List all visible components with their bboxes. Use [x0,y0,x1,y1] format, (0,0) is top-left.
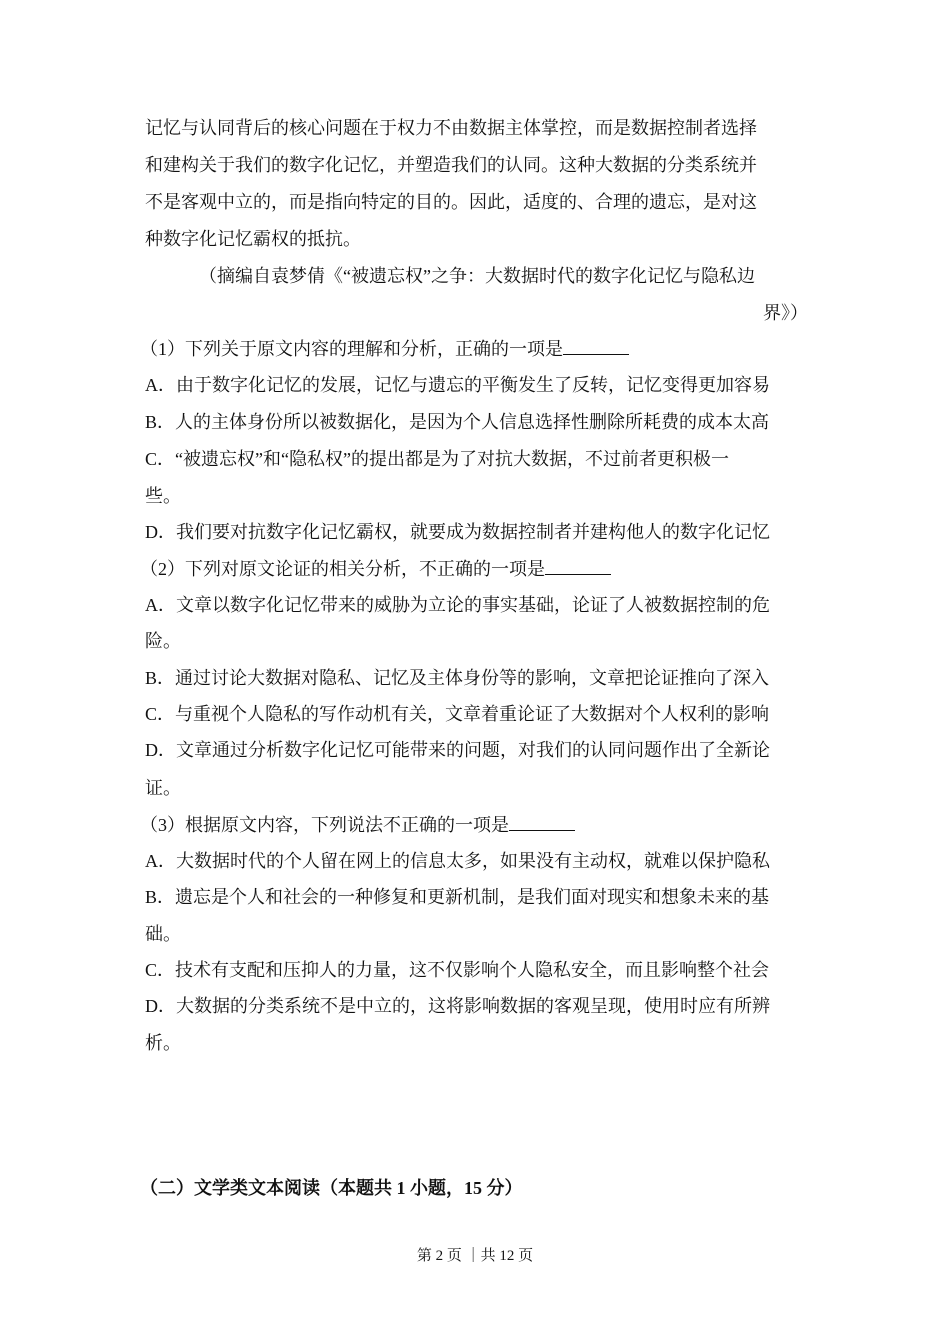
passage-line: 记忆与认同背后的核心问题在于权力不由数据主体掌控，而是数据控制者选择 [145,118,757,138]
option-2d: D．文章通过分析数字化记忆可能带来的问题，对我们的认同问题作出了全新论 [145,740,770,760]
option-1d: D．我们要对抗数字化记忆霸权，就要成为数据控制者并建构他人的数字化记忆 [145,522,770,542]
option-3b: B．遗忘是个人和社会的一种修复和更新机制，是我们面对现实和想象未来的基 [145,887,770,907]
answer-blank [545,558,611,575]
page-footer: 第 2 页 ｜共 12 页 [416,1248,534,1264]
option-2b: B．通过讨论大数据对隐私、记忆及主体身份等的影响，文章把论证推向了深入 [145,668,770,688]
option-1c-cont: 些。 [145,486,181,506]
passage-line: 种数字化记忆霸权的抵抗。 [145,229,361,249]
question-stem-text: （2）下列对原文论证的相关分析，不正确的一项是 [140,559,545,579]
citation-line: 界》） [763,303,808,323]
answer-blank [563,338,629,355]
option-3b-cont: 础。 [145,924,181,944]
question-stem-text: （1）下列关于原文内容的理解和分析，正确的一项是 [140,339,563,359]
option-3d: D．大数据的分类系统不是中立的，这将影响数据的客观呈现，使用时应有所辨 [145,996,770,1016]
section-heading: （二）文学类文本阅读（本题共 1 小题，15 分） [140,1178,523,1198]
passage-line: 不是客观中立的，而是指向特定的目的。因此，适度的、合理的遗忘，是对这 [145,192,757,212]
option-2c: C．与重视个人隐私的写作动机有关，文章着重论证了大数据对个人权利的影响 [145,704,770,724]
option-1b: B．人的主体身份所以被数据化，是因为个人信息选择性删除所耗费的成本太高 [145,412,770,432]
option-1c: C．“被遗忘权”和“隐私权”的提出都是为了对抗大数据，不过前者更积极一 [145,449,729,469]
question-2-stem [140,558,611,580]
option-3a: A．大数据时代的个人留在网上的信息太多，如果没有主动权，就难以保护隐私 [145,851,770,871]
question-1-stem [140,338,629,360]
question-stem-text: （3）根据原文内容，下列说法不正确的一项是 [140,815,509,835]
option-2a-cont: 险。 [145,631,181,651]
option-2d-cont: 证。 [145,778,181,798]
option-3c: C．技术有支配和压抑人的力量，这不仅影响个人隐私安全，而且影响整个社会 [145,960,770,980]
option-1a: A．由于数字化记忆的发展，记忆与遗忘的平衡发生了反转，记忆变得更加容易 [145,375,770,395]
citation-line: （摘编自袁梦倩《“被遗忘权”之争：大数据时代的数字化记忆与隐私边 [199,266,755,286]
option-3d-cont: 析。 [145,1033,181,1053]
option-2a: A．文章以数字化记忆带来的威胁为立论的事实基础，论证了人被数据控制的危 [145,595,770,615]
question-3-stem [140,814,575,836]
passage-line: 和建构关于我们的数字化记忆，并塑造我们的认同。这种大数据的分类系统并 [145,155,757,175]
answer-blank [509,814,575,831]
